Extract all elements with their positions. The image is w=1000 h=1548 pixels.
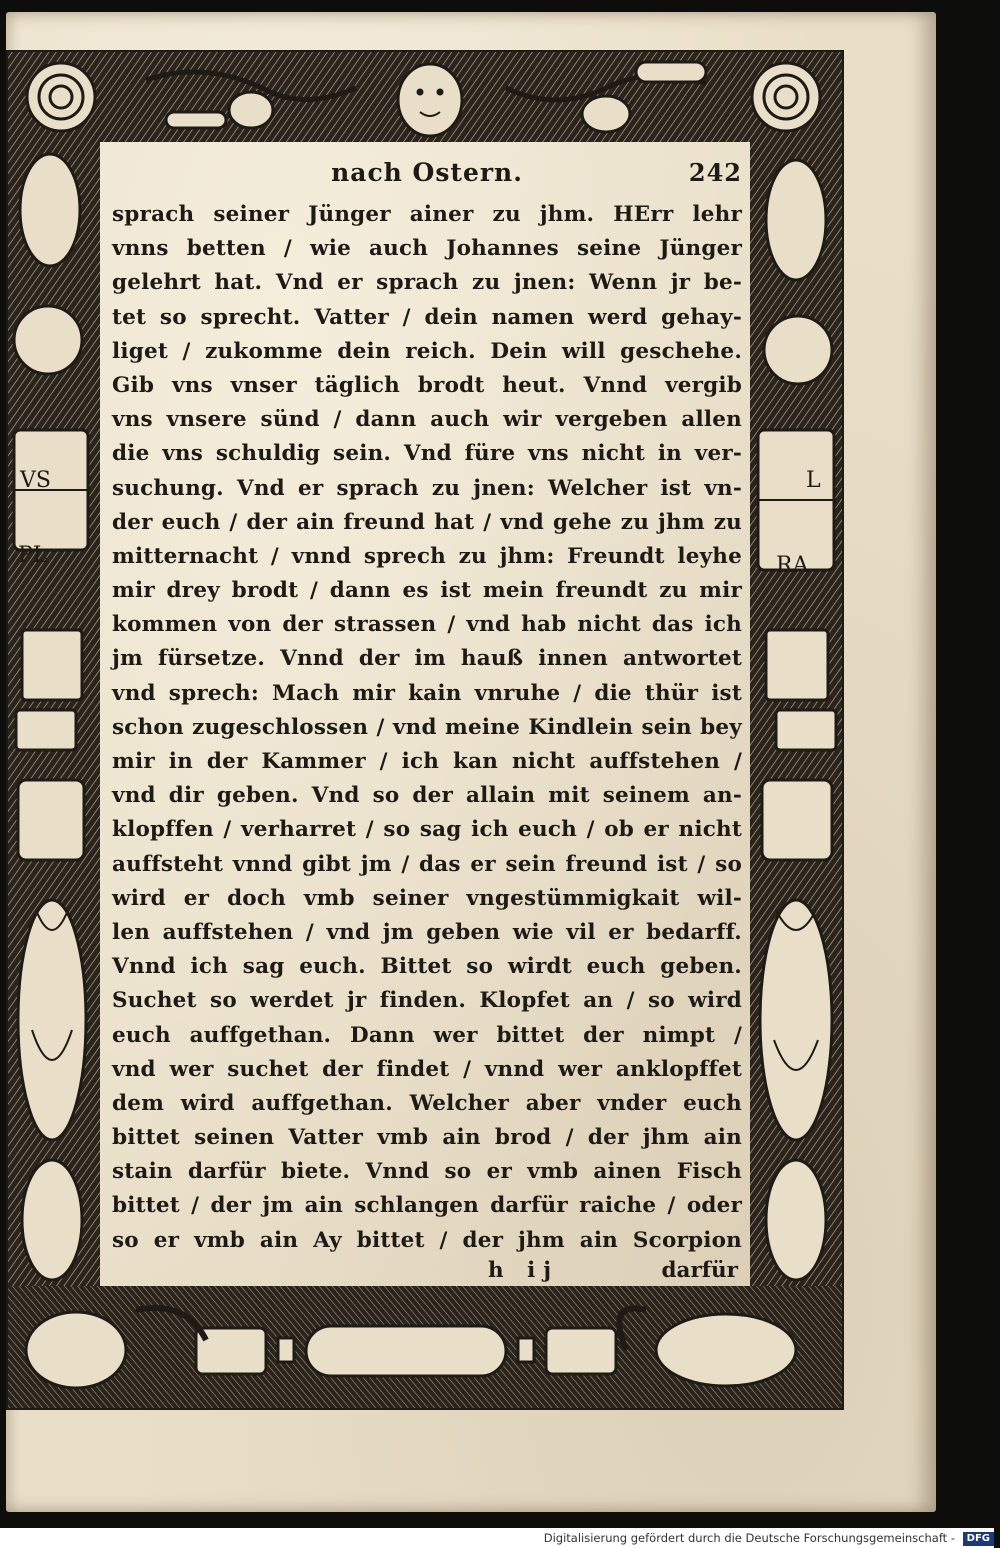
text-line: liget / zukomme dein reich. Dein will geschehe.: [112, 338, 742, 364]
text-line: der euch / der ain freund hat / vnd gehe zu jhm zu: [112, 509, 742, 535]
text-line: dem wird auffgethan. Welcher aber vnder euch: [112, 1090, 742, 1116]
text-line: auffsteht vnnd gibt jm / das er sein freund ist / so: [112, 851, 742, 877]
credit-text: Digitalisierung gefördert durch die Deutsche Forschungsgemeinschaft -: [543, 1531, 955, 1545]
signature-mark: h ij: [488, 1257, 560, 1283]
border-label-left-2: PL: [18, 543, 48, 568]
text-line: jm fürsetze. Vnnd der im hauß innen antwortet: [112, 646, 742, 672]
text-line: Vnnd ich sag euch. Bittet so wirdt euch geben.: [112, 954, 742, 980]
text-line: vnns betten / wie auch Johannes seine Jünger: [112, 236, 742, 262]
text-line: so er vmb ain Ay bittet / der jhm ain Scorpion: [112, 1227, 742, 1253]
page-footer: [112, 1258, 742, 1292]
text-line: euch auffgethan. Dann wer bittet der nimpt /: [112, 1022, 742, 1048]
text-line: vns vnsere sünd / dann auch wir vergeben allen: [112, 407, 742, 433]
running-head: [112, 158, 742, 192]
running-head-title: nach Ostern.: [331, 158, 523, 187]
text-line: len auffstehen / vnd jm geben wie vil er bedarff.: [112, 919, 742, 945]
digitization-credit: [0, 1528, 994, 1548]
text-line: suchung. Vnd er sprach zu jnen: Welcher ist vn-: [112, 475, 742, 501]
text-line: vnd dir geben. Vnd so der allain mit seinem an-: [112, 783, 742, 809]
text-line: mir in der Kammer / ich kan nicht auffstehen /: [112, 749, 742, 774]
text-line: bittet / der jm ain schlangen darfür raiche / oder: [112, 1193, 742, 1219]
text-line: die vns schuldig sein. Vnd füre vns nicht in ver-: [112, 441, 742, 467]
text-line: klopffen / verharret / so sag ich euch / ob er nicht: [112, 817, 742, 843]
text-block: [112, 158, 742, 1292]
text-line: gelehrt hat. Vnd er sprach zu jnen: Wenn jr be-: [112, 270, 742, 296]
text-line: sprach seiner Jünger ainer zu jhm. HErr lehr: [112, 202, 742, 227]
text-line: tet so sprecht. Vatter / dein namen werd gehay-: [112, 304, 742, 330]
text-line: stain darfür biete. Vnnd so er vmb ainen Fisch: [112, 1159, 742, 1185]
text-line: vnd sprech: Mach mir kain vnruhe / die thür ist: [112, 680, 742, 706]
text-line: kommen von der strassen / vnd hab nicht das ich: [112, 612, 742, 638]
text-line: mir drey brodt / dann es ist mein freundt zu mir: [112, 578, 742, 604]
text-line: Suchet so werdet jr finden. Klopfet an / so wird: [112, 988, 742, 1014]
folio-number: 242: [688, 158, 742, 187]
border-label-right-2: RA: [776, 553, 809, 578]
text-line: wird er doch vmb seiner vngestümmigkait wil-: [112, 885, 742, 911]
text-line: bittet seinen Vatter vmb ain brod / der jhm ain: [112, 1125, 742, 1151]
dfg-logo: DFG: [963, 1532, 994, 1546]
text-body: [112, 198, 742, 1258]
catchword: darfür: [661, 1257, 738, 1283]
text-line: vnd wer suchet der findet / vnnd wer anklopffet: [112, 1056, 742, 1082]
text-line: mitternacht / vnnd sprech zu jhm: Freundt leyhe: [112, 543, 742, 569]
border-label-left-1: VS: [20, 468, 51, 493]
text-line: schon zugeschlossen / vnd meine Kindlein sein bey: [112, 714, 742, 740]
border-label-right-1: L: [806, 468, 821, 493]
text-line: Gib vns vnser täglich brodt heut. Vnnd vergib: [112, 372, 742, 398]
